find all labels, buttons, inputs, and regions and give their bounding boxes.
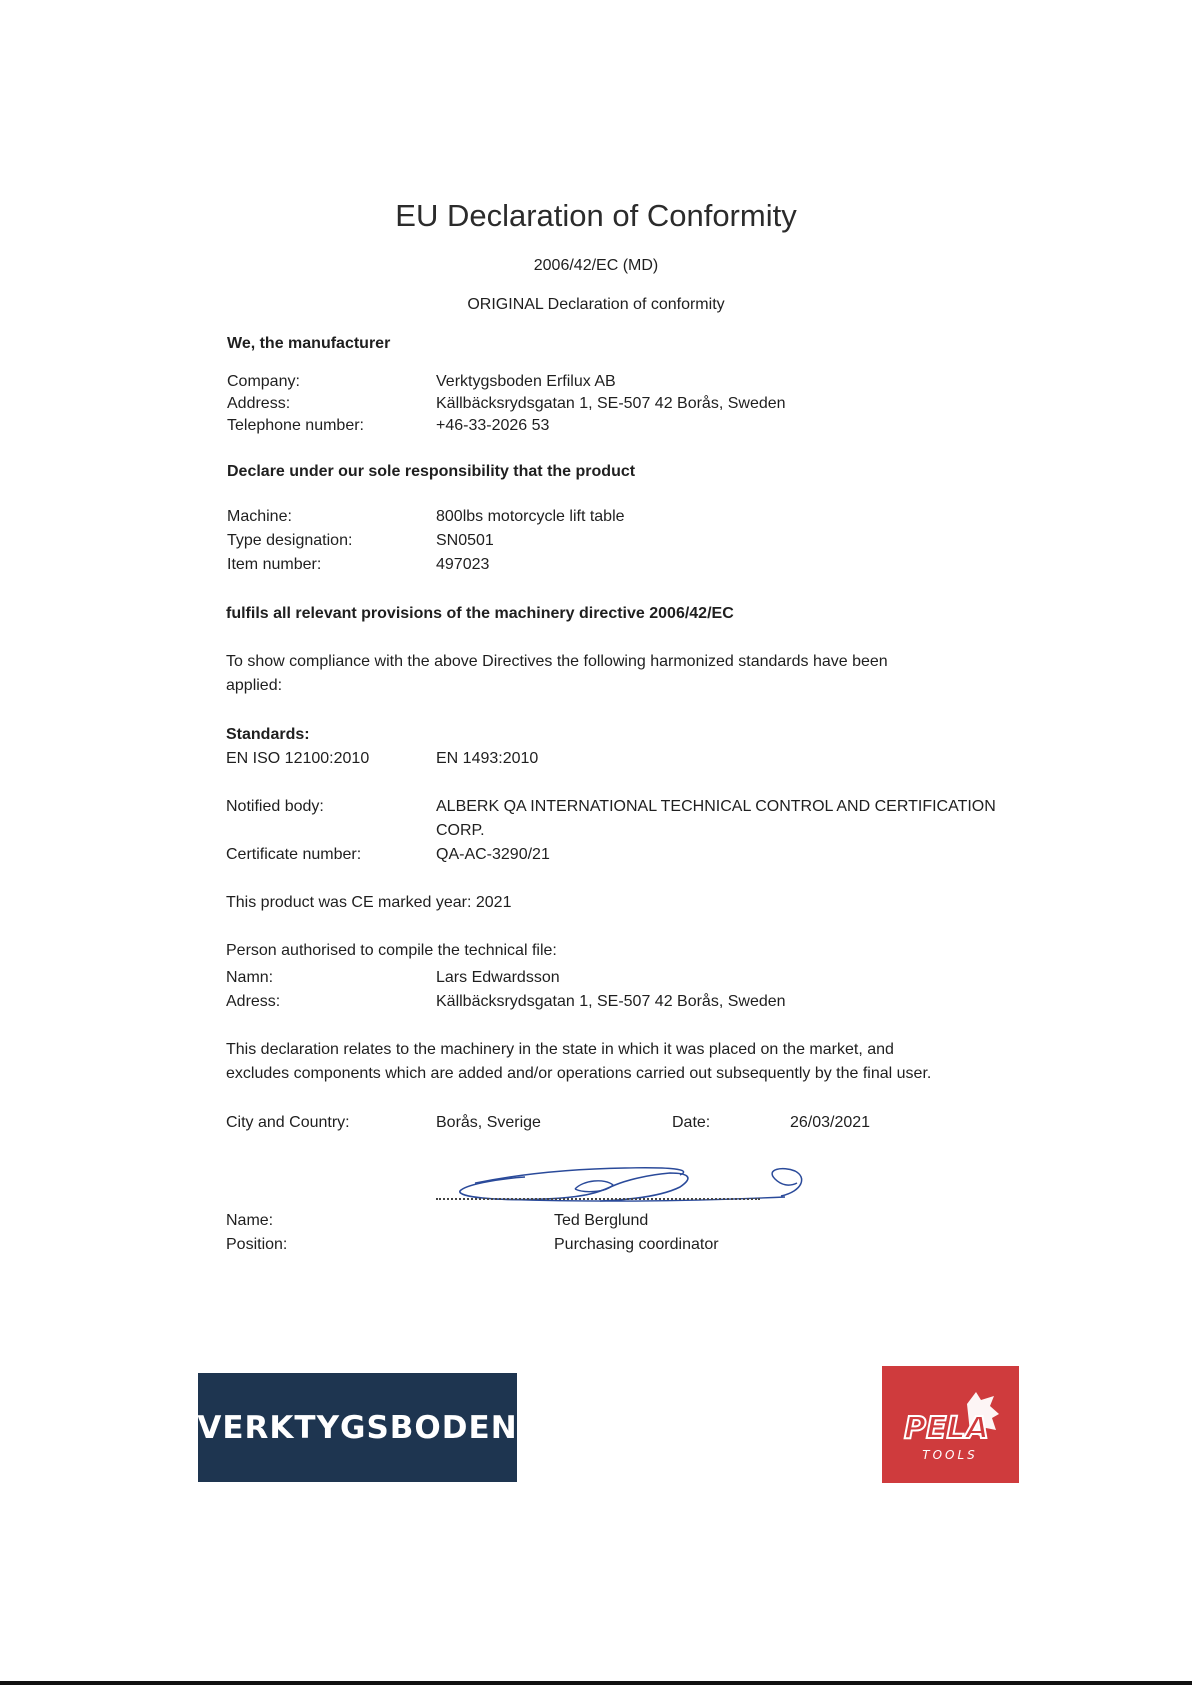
page-title: EU Declaration of Conformity [395, 198, 797, 233]
date-value: 26/03/2021 [790, 1114, 871, 1131]
signature-line [436, 1198, 760, 1200]
standard-item: EN ISO 12100:2010 [226, 750, 370, 767]
item-number-label: Item number: [227, 556, 322, 573]
verktygsboden-logo-text: VERKTYGSBODEN [197, 1409, 518, 1446]
notified-body-value-cont: CORP. [436, 822, 485, 839]
verktygsboden-logo [198, 1373, 517, 1482]
machine-value: 800lbs motorcycle lift table [436, 508, 625, 525]
technical-file-heading: Person authorised to compile the technical file: [226, 942, 557, 959]
city-country-label: City and Country: [226, 1114, 350, 1131]
company-label: Company: [227, 373, 300, 390]
manufacturer-heading: We, the manufacturer [227, 335, 391, 352]
directive-number: 2006/42/EC (MD) [533, 257, 659, 274]
declaration-line-1: This declaration relates to the machinery in the state in which it was placed on the market, and [226, 1041, 894, 1058]
telephone-value: +46-33-2026 53 [436, 417, 550, 434]
item-number-value: 497023 [436, 556, 490, 573]
city-country-value: Borås, Sverige [436, 1114, 541, 1131]
notified-body-value: ALBERK QA INTERNATIONAL TECHNICAL CONTROL AND CERTIFICATION [436, 798, 996, 815]
address-value: Källbäcksrydsgatan 1, SE-507 42 Borås, Sweden [436, 395, 786, 412]
signatory-name-label: Name: [226, 1212, 274, 1229]
bull-icon [882, 1366, 1019, 1483]
pela-logo-subtext: TOOLS [922, 1448, 978, 1462]
certificate-number-value: QA-AC-3290/21 [436, 846, 550, 863]
fulfils-statement: fulfils all relevant provisions of the machinery directive 2006/42/EC [226, 605, 734, 622]
tech-name-value: Lars Edwardsson [436, 969, 560, 986]
signature-icon [455, 1155, 815, 1210]
pela-tools-logo [882, 1366, 1019, 1483]
tech-name-label: Namn: [226, 969, 274, 986]
bottom-border [0, 1681, 1192, 1685]
signatory-name-value: Ted Berglund [554, 1212, 649, 1229]
tech-address-value: Källbäcksrydsgatan 1, SE-507 42 Borås, Sweden [436, 993, 786, 1010]
declaration-line-2: excludes components which are added and/or operations carried out subsequently by the final user. [226, 1065, 932, 1082]
telephone-label: Telephone number: [227, 417, 364, 434]
machine-label: Machine: [227, 508, 292, 525]
certificate-number-label: Certificate number: [226, 846, 362, 863]
compliance-line-2: applied: [226, 677, 283, 694]
address-label: Address: [227, 395, 291, 412]
compliance-line-1: To show compliance with the above Directives the following harmonized standards have been [226, 653, 888, 670]
document-subtitle: ORIGINAL Declaration of conformity [467, 296, 725, 313]
product-heading: Declare under our sole responsibility that the product [227, 463, 636, 480]
type-designation-value: SN0501 [436, 532, 494, 549]
signatory-position-value: Purchasing coordinator [554, 1236, 719, 1253]
tech-address-label: Adress: [226, 993, 281, 1010]
standard-item: EN 1493:2010 [436, 750, 539, 767]
standards-heading: Standards: [226, 726, 310, 743]
date-label: Date: [672, 1114, 711, 1131]
type-designation-label: Type designation: [227, 532, 353, 549]
signatory-position-label: Position: [226, 1236, 288, 1253]
pela-logo-text: PELA [904, 1411, 989, 1446]
company-value: Verktygsboden Erfilux AB [436, 373, 616, 390]
notified-body-label: Notified body: [226, 798, 324, 815]
ce-marked-statement: This product was CE marked year: 2021 [226, 894, 512, 911]
